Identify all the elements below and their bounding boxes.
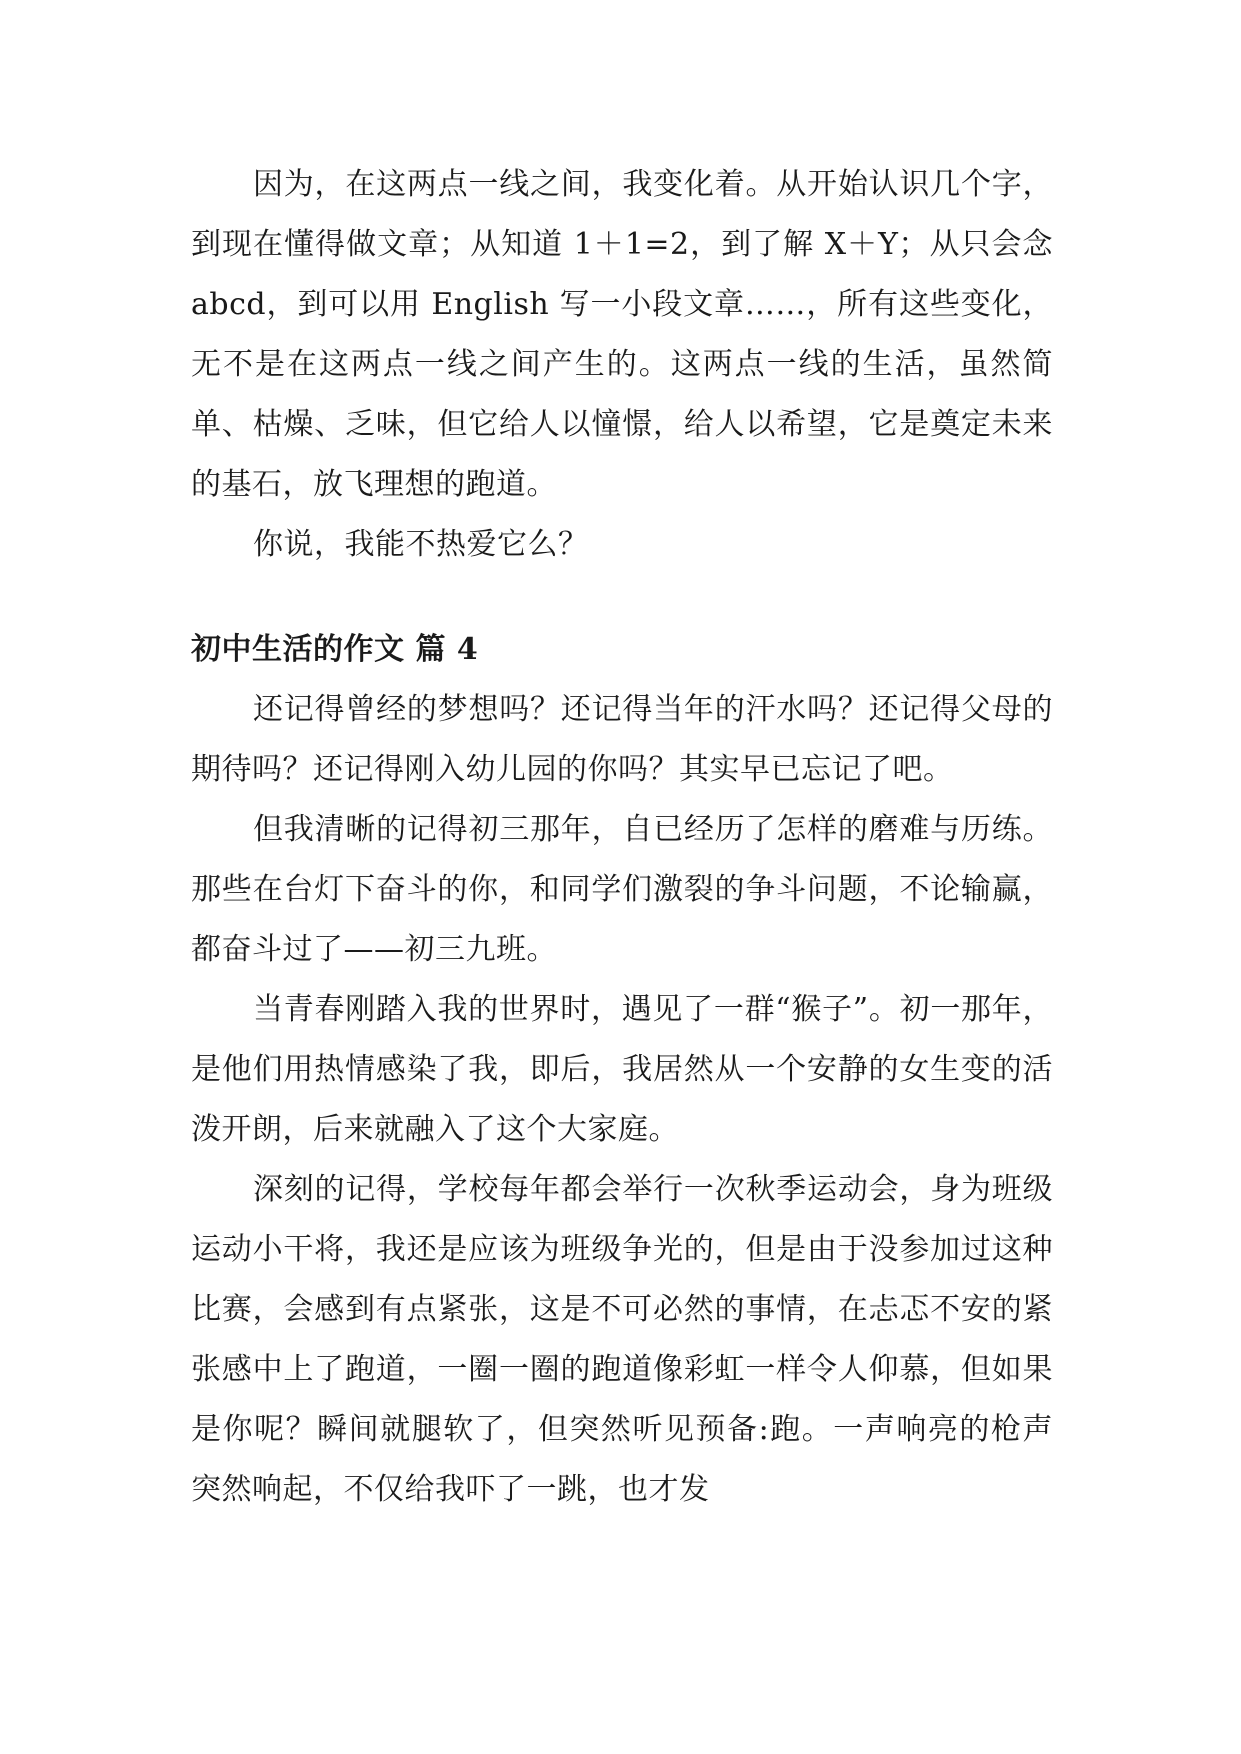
body-paragraph: 你说，我能不热爱它么？ [253, 527, 589, 562]
body-paragraph: 还记得曾经的梦想吗？还记得当年的汗水吗？还记得父母的期待吗？还记得刚入幼儿园的你吗？其实早已忘记了吧。 [191, 692, 1053, 787]
section-heading: 初中生活的作文 篇 4 [191, 632, 479, 667]
body-paragraph: 当青春刚踏入我的世界时，遇见了一群“猴子”。初一那年，是他们用热情感染了我，即后，我居然从一个安静的女生变的活泼开朗，后来就融入了这个大家庭。 [191, 992, 1053, 1147]
body-paragraph: 但我清晰的记得初三那年，自已经历了怎样的磨难与历练。那些在台灯下奋斗的你，和同学们激裂的争斗问题，不论输赢，都奋斗过了——初三九班。 [191, 812, 1053, 967]
body-paragraph: 深刻的记得，学校每年都会举行一次秋季运动会，身为班级运动小干将，我还是应该为班级争光的，但是由于没参加过这种比赛，会感到有点紧张，这是不可必然的事情，在忐忑不安的紧张感中上了跑道，一圈一圈的跑道像彩虹一样令人仰慕，但如果是你呢？瞬间就腿软了，但突然听见预备:跑。一声响亮的枪声突然响起，不仅给我吓了一跳，也才发 [191, 1172, 1053, 1507]
document-page [191, 155, 1053, 1520]
body-paragraph: 因为，在这两点一线之间，我变化着。从开始认识几个字，到现在懂得做文章；从知道 1＋1=2，到了解 X＋Y；从只会念 abcd，到可以用 English 写一小段文章……，所有这些变化，无不是在这两点一线之间产生的。这两点一线的生活，虽然简单、枯燥、乏味，但它给人以憧憬，给人以希望，它是奠定未来的基石，放飞理想的跑道。 [191, 167, 1053, 502]
